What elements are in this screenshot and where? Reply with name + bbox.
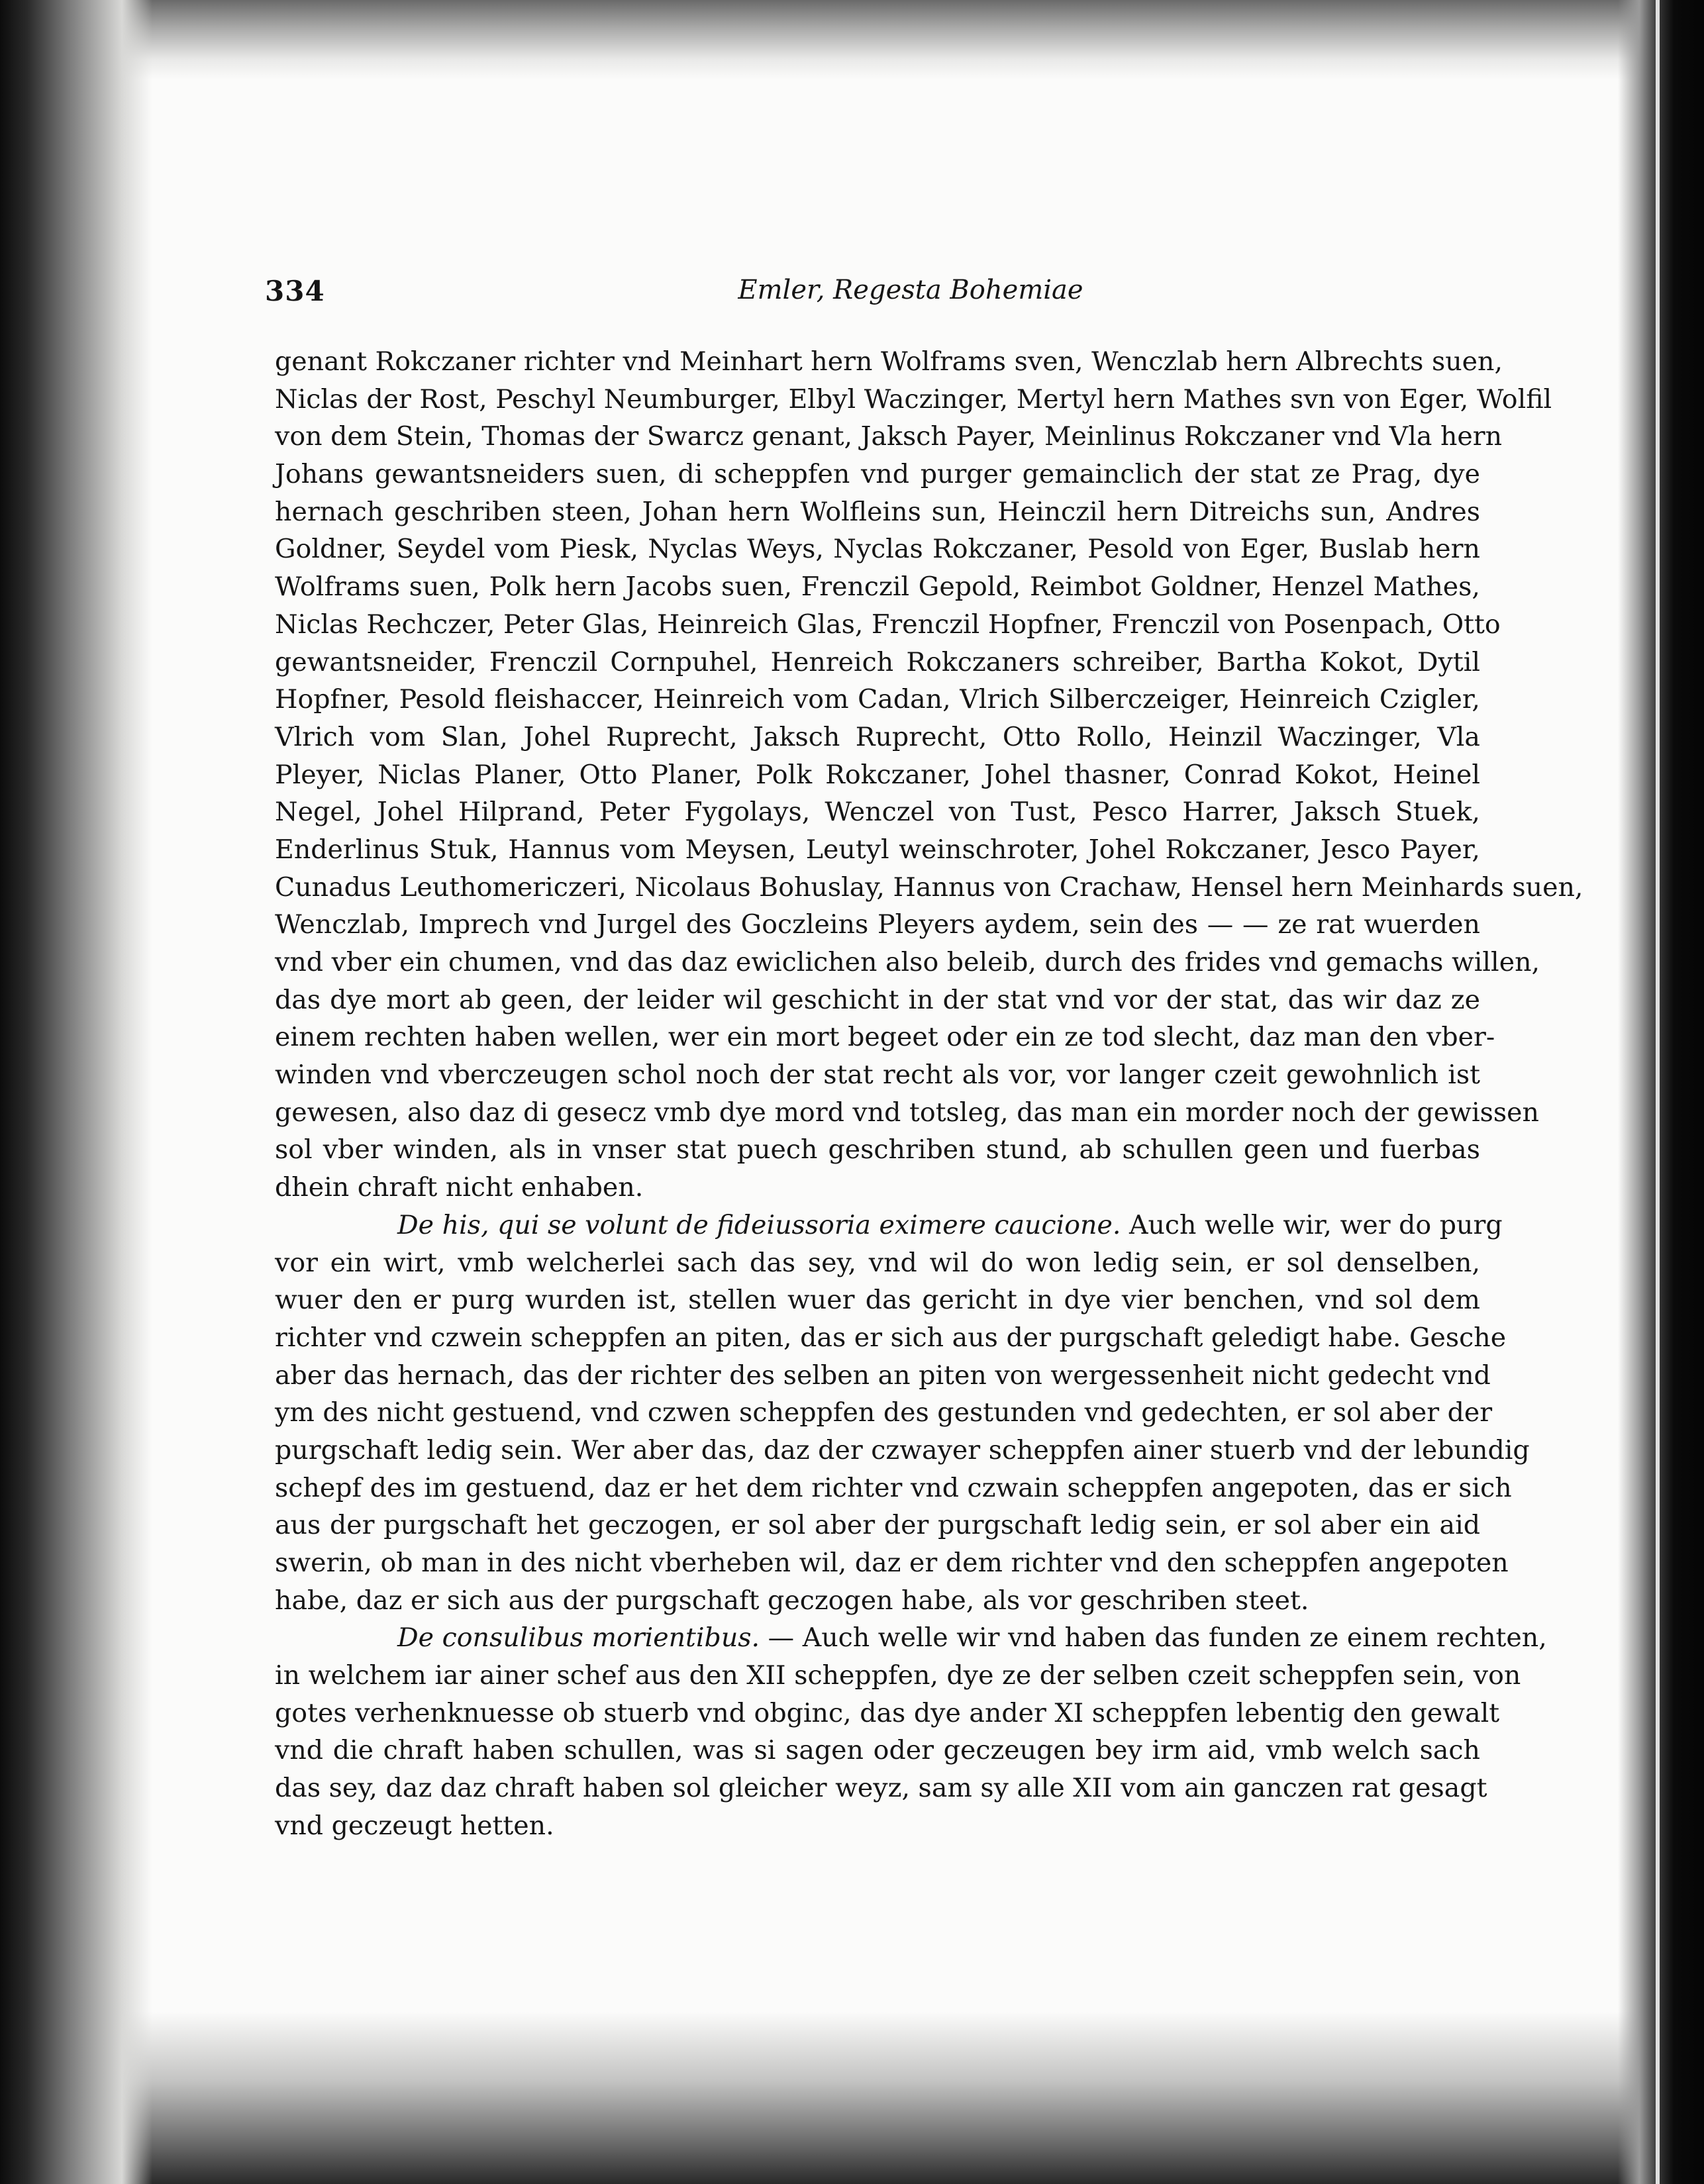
paragraph-2-first-rest: Auch welle wir, wer do purg — [1121, 1209, 1503, 1240]
text-line: genant Rokczaner richter vnd Meinhart hern Wolframs sven, Wenczlab hern Albrechts suen, — [275, 346, 1503, 377]
text-line: sol vber winden, als in vnser stat puech geschriben stund, ab schullen geen und fuerbas — [275, 1134, 1480, 1166]
text-line: Pleyer, Niclas Planer, Otto Planer, Polk Rokczaner, Johel thasner, Conrad Kokot, Heinel — [275, 759, 1480, 790]
text-line: Vlrich vom Slan, Johel Ruprecht, Jaksch Ruprecht, Otto Rollo, Heinzil Waczinger, Vla — [275, 721, 1480, 752]
text-line: schepf des im gestuend, daz er het dem richter vnd czwain scheppfen angepoten, das er sich — [275, 1472, 1512, 1503]
text-line: aus der purgschaft het geczogen, er sol aber der purgschaft ledig sein, er sol aber ein aid — [275, 1510, 1480, 1541]
body-text — [275, 343, 1583, 1845]
scan-shadow-bottom — [0, 2012, 1704, 2184]
page-number: 334 — [265, 275, 325, 307]
text-line: Goldner, Seydel vom Piesk, Nyclas Weys, Nyclas Rokczaner, Pesold von Eger, Buslab hern — [275, 534, 1480, 565]
text-line: gewesen, also daz di gesecz vmb dye mord vnd totsleg, das man ein morder noch der gewissen — [275, 1097, 1539, 1128]
text-line: Johans gewantsneiders suen, di scheppfen vnd purger gemainclich der stat ze Prag, dye — [275, 459, 1480, 490]
text-line: aber das hernach, das der richter des selben an piten von wergessenheit nicht gedecht vnd — [275, 1360, 1491, 1391]
text-line: winden vnd vberczeugen schol noch der stat recht als vor, vor langer czeit gewohnlich ist — [275, 1060, 1480, 1091]
text-line: vnd die chraft haben schullen, was si sagen oder geczeugen bey irm aid, vmb welch sach — [275, 1735, 1480, 1766]
scan-shadow-right — [1618, 0, 1704, 2184]
paragraph-3-first-rest: — Auch welle wir vnd haben das funden ze einem rechten, — [760, 1622, 1547, 1654]
paragraph-2-heading: De his, qui se volunt de fideiussoria eximere caucione. — [397, 1209, 1121, 1240]
text-line: ym des nicht gestuend, vnd czwen scheppfen des gestunden vnd gedechten, er sol aber der — [275, 1397, 1493, 1428]
paragraph-3-heading: De consulibus morientibus. — [397, 1622, 760, 1654]
text-line: Wolframs suen, Polk hern Jacobs suen, Frenczil Gepold, Reimbot Goldner, Henzel Mathes, — [275, 571, 1480, 603]
page-header — [265, 275, 1477, 315]
text-line: vnd geczeugt hetten. — [275, 1810, 554, 1841]
text-line: in welchem iar ainer schef aus den XII scheppfen, dye ze der selben czeit scheppfen sein, von — [275, 1660, 1521, 1691]
text-line: vor ein wirt, vmb welcherlei sach das sey, vnd wil do won ledig sein, er sol denselben, — [275, 1247, 1480, 1278]
text-line: gotes verhenknuesse ob stuerb vnd obginc, das dye ander XI scheppfen lebentig den gewalt — [275, 1697, 1500, 1728]
text-line: einem rechten haben wellen, wer ein mort begeet oder ein ze tod slecht, daz man den vber- — [275, 1022, 1495, 1053]
text-line: Negel, Johel Hilprand, Peter Fygolays, Wenczel von Tust, Pesco Harrer, Jaksch Stuek, — [275, 797, 1480, 828]
text-line: vnd vber ein chumen, vnd das daz ewiclichen also beleib, durch des frides vnd gemachs willen, — [275, 947, 1540, 977]
page-edge-line — [1656, 0, 1660, 2184]
text-line: Wenczlab, Imprech vnd Jurgel des Goczleins Pleyers aydem, sein des — — ze rat wuerden — [275, 909, 1480, 940]
text-line: richter vnd czwein scheppfen an piten, das er sich aus der purgschaft geledigt habe. Gesche — [275, 1322, 1507, 1353]
text-line: das sey, daz daz chraft haben sol gleicher weyz, sam sy alle XII vom ain ganczen rat gesagt — [275, 1773, 1487, 1804]
text-line: von dem Stein, Thomas der Swarcz genant, Jaksch Payer, Meinlinus Rokczaner vnd Vla hern — [275, 421, 1503, 452]
paragraph-1 — [275, 343, 1583, 1207]
text-line: das dye mort ab geen, der leider wil geschicht in der stat vnd vor der stat, das wir daz ze — [275, 984, 1480, 1015]
running-title: Emler, Regesta Bohemiae — [738, 275, 1083, 305]
text-line: dhein chraft nicht enhaben. — [275, 1172, 644, 1203]
paragraph-3 — [275, 1619, 1547, 1844]
paragraph-3-first-line — [275, 1619, 1547, 1657]
text-line: Cunadus Leuthomericzeri, Nicolaus Bohuslay, Hannus von Crachaw, Hensel hern Meinhards suen, — [275, 871, 1583, 903]
scan-shadow-left — [0, 0, 152, 2184]
text-line: wuer den er purg wurden ist, stellen wuer das gericht in dye vier benchen, vnd sol dem — [275, 1285, 1480, 1316]
text-line: Niclas der Rost, Peschyl Neumburger, Elbyl Waczinger, Mertyl hern Mathes svn von Eger, Wolfil — [275, 383, 1552, 415]
paragraph-2 — [275, 1207, 1530, 1620]
text-line: gewantsneider, Frenczil Cornpuhel, Henreich Rokczaners schreiber, Bartha Kokot, Dytil — [275, 646, 1480, 677]
scan-shadow-top — [0, 0, 1704, 79]
text-line: hernach geschriben steen, Johan hern Wolfleins sun, Heinczil hern Ditreichs sun, Andres — [275, 496, 1480, 527]
text-line: habe, daz er sich aus der purgschaft geczogen habe, als vor geschriben steet. — [275, 1585, 1309, 1616]
paragraph-2-first-line — [275, 1207, 1503, 1244]
text-line: Hopfner, Pesold fleishaccer, Heinreich vom Cadan, Vlrich Silberczeiger, Heinreich Czigler, — [275, 684, 1480, 715]
text-line: Enderlinus Stuk, Hannus vom Meysen, Leutyl weinschroter, Johel Rokczaner, Jesco Payer, — [275, 834, 1480, 865]
text-line: Niclas Rechczer, Peter Glas, Heinreich Glas, Frenczil Hopfner, Frenczil von Posenpach, Otto — [275, 609, 1501, 640]
text-line: purgschaft ledig sein. Wer aber das, daz der czwayer scheppfen ainer stuerb vnd der lebundig — [275, 1434, 1530, 1465]
text-line: swerin, ob man in des nicht vberheben wil, daz er dem richter vnd den scheppfen angepoten — [275, 1548, 1509, 1578]
